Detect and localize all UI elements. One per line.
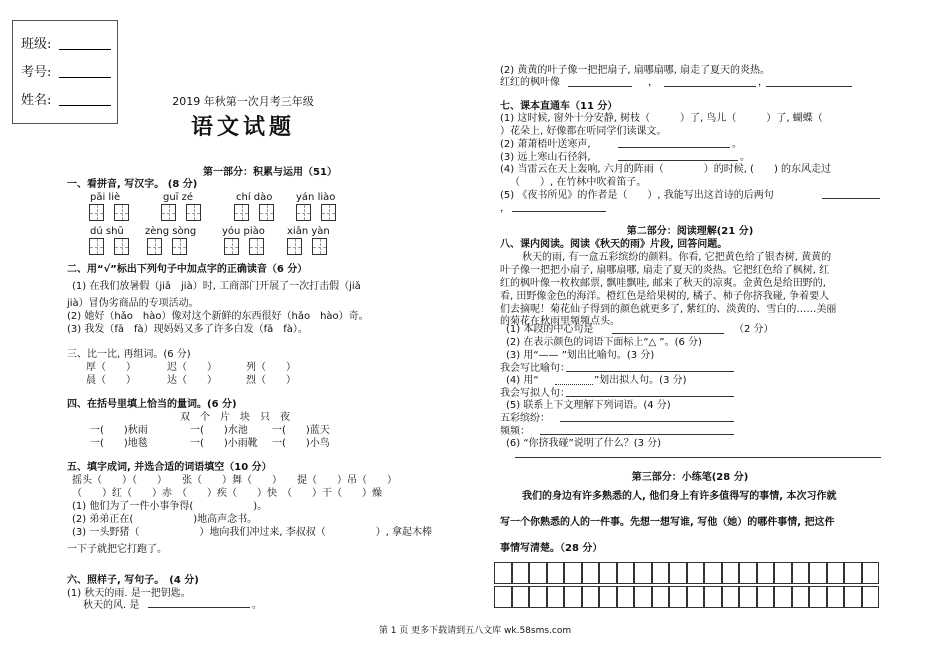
grid-square[interactable] xyxy=(669,586,687,608)
q8-q1: (1) 本段的中心句是 xyxy=(506,324,594,335)
q7-line5: (4) 当雷云在天上轰响, 六月的阵雨（ ）的时候, ( ) 的东风走过 xyxy=(500,164,832,175)
tianzige-pair[interactable] xyxy=(89,238,123,255)
grid-square[interactable] xyxy=(582,586,600,608)
grid-square[interactable] xyxy=(669,562,687,584)
q8-q1-score: （2 分） xyxy=(734,324,774,335)
q1-pinyin-2: guī zé xyxy=(163,192,194,203)
q4-item: 一( )蓝天 xyxy=(272,425,330,436)
grid-square[interactable] xyxy=(617,586,635,608)
class-field[interactable] xyxy=(59,49,111,50)
q4-item: 一( )小雨靴 xyxy=(190,438,258,449)
page-footer: 第 1 页 更多下载请到五八文库 wk.58sms.com xyxy=(378,626,572,636)
q7-line3: (2) 萧萧梧叶送寒声, xyxy=(500,139,591,150)
grid-square[interactable] xyxy=(862,562,880,584)
grid-square[interactable] xyxy=(599,586,617,608)
grid-square[interactable] xyxy=(844,586,862,608)
grid-square[interactable] xyxy=(582,562,600,584)
q8-passage-3: 红的枫叶像一枚枚邮票, 飘哇飘哇, 邮来了秋天的凉爽。金黄色是给田野的, xyxy=(500,278,826,289)
q2-line4: (3) 我发（fā fà）现妈妈又多了许多白发（fā fà）。 xyxy=(67,324,308,335)
wavy-underline-sample xyxy=(555,384,593,385)
q3-title: 三、比一比, 再组词。(6 分) xyxy=(67,349,191,360)
q8-q4: (4) 用“ xyxy=(506,375,539,386)
q8-metaphor-label: 我会写比喻句： xyxy=(500,363,570,374)
part1-title: 第一部分：积累与运用（51） xyxy=(203,167,337,178)
q5-line5: (3) 一头野猪（ ）地向我们冲过来, 李叔叔（ ）, 拿起木棒 xyxy=(72,527,433,538)
grid-square[interactable] xyxy=(494,586,512,608)
grid-square[interactable] xyxy=(827,562,845,584)
answer-line[interactable] xyxy=(618,147,730,148)
q8-passage-6: 的菊花在秋雨里频频点头。 xyxy=(500,316,620,327)
q8-title: 八、课内阅读。阅读《秋天的雨》片段, 回答问题。 xyxy=(500,239,728,250)
q7-title: 七、课本直通车（11 分） xyxy=(500,101,618,112)
grid-square[interactable] xyxy=(687,562,705,584)
name-field[interactable] xyxy=(59,105,111,106)
answer-line[interactable] xyxy=(515,457,881,458)
grid-square[interactable] xyxy=(547,586,565,608)
grid-square[interactable] xyxy=(739,562,757,584)
grid-square[interactable] xyxy=(809,562,827,584)
q7-line1: (1) 这时候, 窗外十分安静, 树枝（ ）了, 鸟儿（ ）了, 蝴蝶（ xyxy=(500,113,823,124)
q8-word2: 频频： xyxy=(500,426,530,437)
q3-item: 列（ ） xyxy=(246,362,296,373)
q3-item: 迟（ ） xyxy=(167,362,217,373)
grid-square[interactable] xyxy=(792,586,810,608)
part2-title: 第二部分：阅读理解(21 分) xyxy=(626,226,754,237)
q1-pinyin-5: dú shū xyxy=(90,226,124,237)
grid-square[interactable] xyxy=(512,586,530,608)
q6-line2: 秋天的风. 是 xyxy=(83,600,140,611)
q2-line3: (2) 她好（hǎo hào）像对这个新鲜的东西很好（hǎo hào）奇。 xyxy=(67,311,369,322)
q1-pinyin-3: chí dào xyxy=(236,192,273,203)
q3-item: 晨（ ） xyxy=(86,375,136,386)
q8-q5: (5) 联系上下文理解下列词语。(4 分) xyxy=(506,400,671,411)
grid-square[interactable] xyxy=(774,562,792,584)
answer-line[interactable] xyxy=(766,86,852,87)
answer-line[interactable] xyxy=(540,434,734,435)
q5-line6: 一下子就把它打跑了。 xyxy=(67,544,167,555)
q4-item: 一( )秋雨 xyxy=(90,425,148,436)
q1-pinyin-6: zèng sòng xyxy=(145,226,197,237)
q5-line4: (2) 弟弟正在( )地高声念书。 xyxy=(72,514,258,525)
class-label: 班级: xyxy=(21,37,52,52)
grid-square[interactable] xyxy=(862,586,880,608)
q7-line2: ）花朵上, 好像都在听同学们读课文。 xyxy=(500,126,667,137)
q2-title: 二、用“√”标出下列句子中加点字的正确读音（6 分） xyxy=(67,264,308,275)
grid-square[interactable] xyxy=(792,562,810,584)
part3-title: 第三部分：小练笔(28 分) xyxy=(631,472,749,483)
grid-square[interactable] xyxy=(512,562,530,584)
q1-pinyin-7: yóu piào xyxy=(222,226,265,237)
grid-square[interactable] xyxy=(809,586,827,608)
q5-title: 五、填字成词, 并选合适的词语填空（10 分） xyxy=(67,462,272,473)
q1-pinyin-1: pāi liè xyxy=(90,192,121,203)
grid-square[interactable] xyxy=(494,562,512,584)
number-field[interactable] xyxy=(59,77,111,78)
tianzige-pair[interactable] xyxy=(287,238,321,255)
q1-pinyin-4: yán liào xyxy=(296,192,336,203)
q6-line4: 红红的枫叶像 xyxy=(500,77,560,88)
q4-word-bank: 双 个 片 块 只 夜 xyxy=(180,412,290,423)
grid-square[interactable] xyxy=(599,562,617,584)
grid-square[interactable] xyxy=(844,562,862,584)
tianzige-pair[interactable] xyxy=(161,204,195,221)
q3-item: 达（ ） xyxy=(167,375,217,386)
answer-line[interactable] xyxy=(566,396,734,397)
tianzige-pair[interactable] xyxy=(234,204,268,221)
grid-square[interactable] xyxy=(757,562,775,584)
grid-square[interactable] xyxy=(722,562,740,584)
q8-q3: (3) 用“—— ”划出比喻句。(3 分) xyxy=(506,350,655,361)
q4-item: 一( )水池 xyxy=(190,425,248,436)
part3-line3: 事情写清楚。（28 分） xyxy=(500,543,603,554)
q7-line6: （ ）, 在竹林中吹着笛子。 xyxy=(510,177,647,188)
number-label: 考号: xyxy=(21,65,52,80)
name-label: 姓名: xyxy=(21,93,52,108)
q7-line4: (3) 远上寒山石径斜, xyxy=(500,152,591,163)
grid-square[interactable] xyxy=(652,586,670,608)
q8-q6: (6) “你挤我碰”说明了什么？(3 分) xyxy=(506,438,662,449)
grid-square[interactable] xyxy=(722,586,740,608)
grid-square[interactable] xyxy=(704,586,722,608)
q2-line1: (1) 在我们放暑假（jiǎ jià）时, 工商部门开展了一次打击假（jiǎ xyxy=(72,281,361,292)
answer-line[interactable] xyxy=(566,371,734,372)
q4-item: 一( )小鸟 xyxy=(272,438,330,449)
q8-passage-5: 们去摘呢！菊花仙子得到的颜色就更多了, 紫红的、淡黄的、雪白的……美丽 xyxy=(500,304,837,315)
q6-title: 六、照样子, 写句子。 (4 分) xyxy=(67,575,199,586)
q8-word1: 五彩缤纷： xyxy=(500,413,550,424)
grid-square[interactable] xyxy=(617,562,635,584)
tianzige-pair[interactable] xyxy=(296,204,330,221)
q4-item: 一( )地毯 xyxy=(90,438,148,449)
exam-subtitle: 2019 年秋第一次月考三年级 xyxy=(172,95,314,108)
tianzige-pair[interactable] xyxy=(224,238,258,255)
q8-passage-4: 看, 田野像金色的海洋。橙红色是给果树的, 橘子、柿子你挤我碰, 争着要人 xyxy=(500,291,830,302)
q4-title: 四、在括号里填上恰当的量词。(6 分) xyxy=(67,399,237,410)
q8-q2: (2) 在表示颜色的词语下面标上“△ ”。(6 分) xyxy=(506,337,702,348)
q8-personification-label: 我会写拟人句： xyxy=(500,388,570,399)
grid-square[interactable] xyxy=(687,586,705,608)
answer-line[interactable] xyxy=(612,333,724,334)
q3-item: 烈（ ） xyxy=(246,375,296,386)
grid-square[interactable] xyxy=(547,562,565,584)
grid-square[interactable] xyxy=(529,586,547,608)
grid-square[interactable] xyxy=(757,586,775,608)
grid-square[interactable] xyxy=(634,562,652,584)
exam-title: 语文试题 xyxy=(190,114,296,140)
answer-line[interactable] xyxy=(664,86,756,87)
grid-square[interactable] xyxy=(704,562,722,584)
q8-q4-tail: ”划出拟人句。(3 分) xyxy=(594,375,687,386)
q5-line3: (1) 他们为了一件小事争得( )。 xyxy=(72,501,268,512)
tianzige-pair[interactable] xyxy=(147,238,181,255)
q1-title: 一、看拼音, 写汉字。 (8 分) xyxy=(67,179,198,190)
part3-line2: 写一个你熟悉的人的一件事。先想一想写谁, 写他（她）的哪件事情, 把这件 xyxy=(500,517,835,528)
answer-line[interactable] xyxy=(822,198,880,199)
answer-line[interactable] xyxy=(148,607,250,608)
grid-square[interactable] xyxy=(827,586,845,608)
q2-line2: jià）冒伪劣商品的专项活动。 xyxy=(67,298,199,309)
q5-line2: （ ）红（ ）赤 （ ）疾（ ）快 （ ）干（ ）燥 xyxy=(72,488,382,499)
q6-line1: (1) 秋天的雨. 是一把钥匙。 xyxy=(67,588,191,599)
q8-passage-1: 秋天的雨, 有一盒五彩缤纷的颜料。你看, 它把黄色给了银杏树, 黄黄的 xyxy=(522,252,832,263)
q3-item: 厚（ ） xyxy=(86,362,136,373)
grid-square[interactable] xyxy=(774,586,792,608)
grid-square[interactable] xyxy=(652,562,670,584)
answer-line[interactable] xyxy=(512,211,606,212)
answer-line[interactable] xyxy=(568,86,632,87)
grid-square[interactable] xyxy=(634,586,652,608)
q5-line1: 摇头（ ）（ ） 张（ ）舞（ ） 提（ ）吊（ ） xyxy=(72,475,397,486)
q8-passage-2: 叶子像一把把小扇子, 扇哪扇哪, 扇走了夏天的炎热。它把红色给了枫树, 红 xyxy=(500,265,830,276)
tianzige-pair[interactable] xyxy=(89,204,123,221)
q6-line3: (2) 黄黄的叶子像一把把扇子, 扇哪扇哪, 扇走了夏天的炎热。 xyxy=(500,65,771,76)
part3-line1: 我们的身边有许多熟悉的人, 他们身上有许多值得写的事情, 本次习作就 xyxy=(522,491,837,502)
q1-pinyin-8: xiān yàn xyxy=(287,226,330,237)
grid-square[interactable] xyxy=(564,562,582,584)
student-info-box xyxy=(12,20,118,124)
answer-line[interactable] xyxy=(618,160,738,161)
grid-square[interactable] xyxy=(529,562,547,584)
grid-square[interactable] xyxy=(564,586,582,608)
grid-square[interactable] xyxy=(739,586,757,608)
composition-grid[interactable] xyxy=(494,562,880,608)
answer-line[interactable] xyxy=(560,421,734,422)
q7-line7: (5) 《夜书所见》的作者是（ ）, 我能写出这首诗的后两句 xyxy=(500,190,774,201)
